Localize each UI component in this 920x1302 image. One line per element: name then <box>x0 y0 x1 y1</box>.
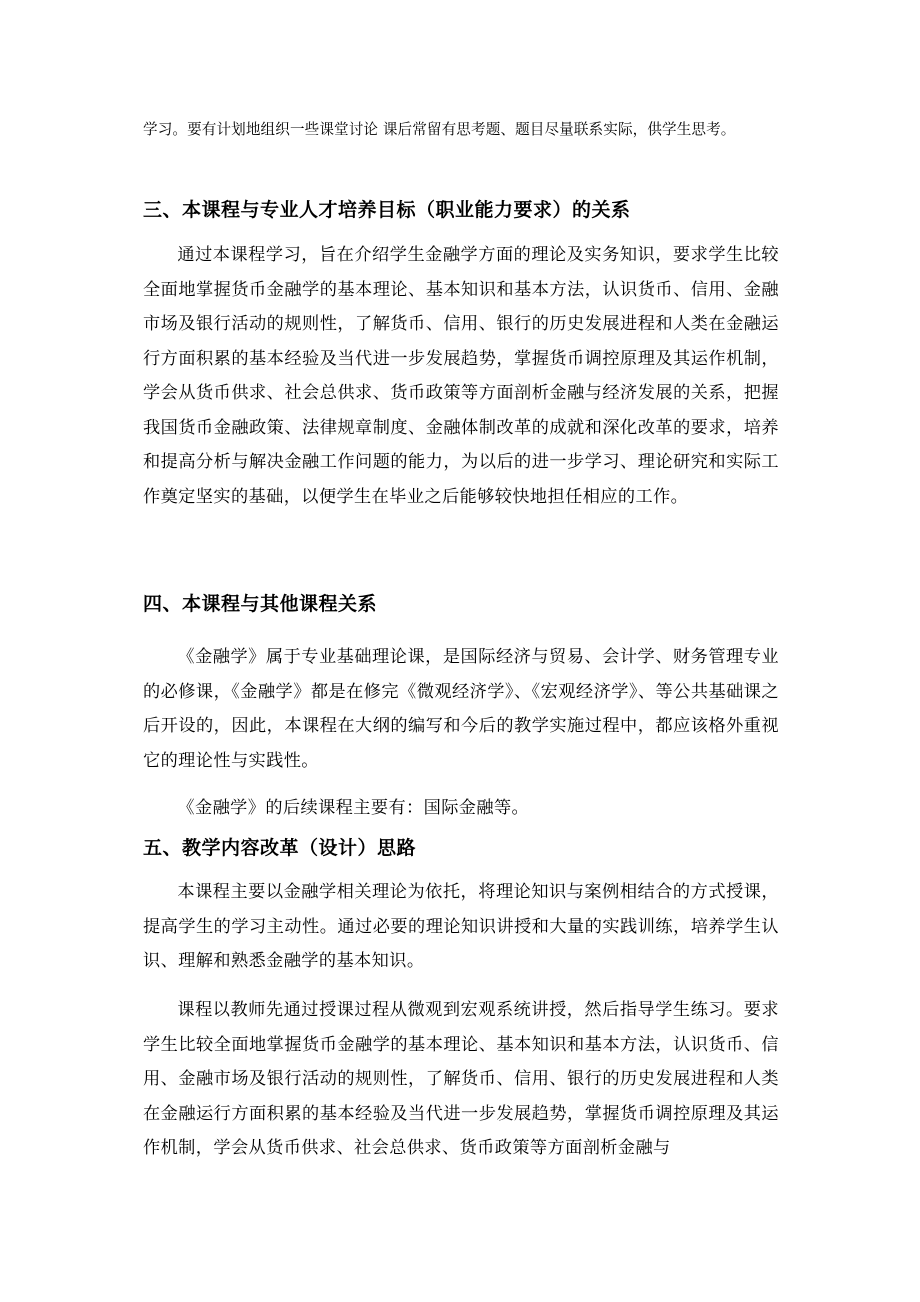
section-heading-5: 五、教学内容改革（设计）思路 <box>143 837 417 859</box>
section-heading-3: 三、本课程与专业人才培养目标（职业能力要求）的关系 <box>143 199 631 221</box>
section-3-paragraph-1: 通过本课程学习，旨在介绍学生金融学方面的理论及实务知识，要求学生比较全面地掌握货币金融学的基本理论、基本知识和基本方法，认识货币、信用、金融市场及银行活动的规则性，了解货币、信用、银行的历史发展进程和人类在金融运行方面积累的基本经验及当代进一步发展趋势，掌握货币调控原理及其运作机制，学会从货币供求、社会总供求、货币政策等方面剖析金融与经济发展的关系，把握我国货币金融政策、法律规章制度、金融体制改革的成就和深化改革的要求，培养和提高分析与解决金融工作问题的能力，为以后的进一步学习、理论研究和实际工作奠定坚实的基础，以便学生在毕业之后能够较快地担任相应的工作。 <box>143 245 779 507</box>
section-4-paragraph-1: 《金融学》属于专业基础理论课，是国际经济与贸易、会计学、财务管理专业的必修课，《金融学》都是在修完《微观经济学》、《宏观经济学》、等公共基础课之后开设的，因此，本课程在大纲的编写和今后的教学实施过程中，都应该格外重视它的理论性与实践性。 <box>143 647 779 771</box>
section-5-paragraph-1: 本课程主要以金融学相关理论为依托，将理论知识与案例相结合的方式授课，提高学生的学习主动性。通过必要的理论知识讲授和大量的实践训练，培养学生认识、理解和熟悉金融学的基本知识。 <box>143 882 779 971</box>
intro-fragment: 学习。要有计划地组织一些课堂讨论 课后常留有思考题、题目尽量联系实际，供学生思考。 <box>143 121 736 138</box>
section-heading-4: 四、本课程与其他课程关系 <box>143 593 378 615</box>
section-5-paragraph-2: 课程以教师先通过授课过程从微观到宏观系统讲授，然后指导学生练习。要求学生比较全面地掌握货币金融学的基本理论、基本知识和基本方法，认识货币、信用、金融市场及银行活动的规则性，了解货币、信用、银行的历史发展进程和人类在金融运行方面积累的基本经验及当代进一步发展趋势，掌握货币调控原理及其运作机制，学会从货币供求、社会总供求、货币政策等方面剖析金融与 <box>143 1000 779 1158</box>
section-4-paragraph-2: 《金融学》的后续课程主要有：国际金融等。 <box>177 798 530 818</box>
